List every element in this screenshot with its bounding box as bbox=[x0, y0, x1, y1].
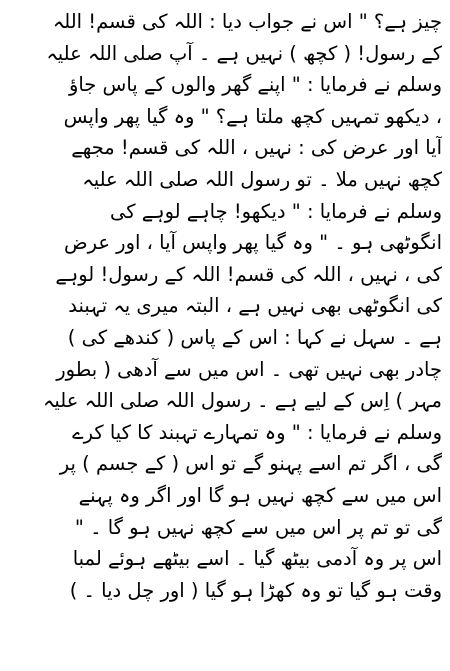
text-line: چادر بھی نہیں تھی ۔ اس میں سے آدھی ( بطور bbox=[56, 357, 442, 381]
text-line: گی ، اگر تم اسے پہنو گے تو اس ( کے جسم ) پر bbox=[59, 452, 442, 476]
text-line: وسلم نے فرمایا : " اپنے گھر والوں کے پاس جاؤ bbox=[68, 73, 442, 97]
text-line: کی ، نہیں ، اللہ کی قسم! اللہ کے رسول! لوہے bbox=[55, 262, 442, 286]
text-line: آیا اور عرض کی : نہیں ، اللہ کی قسم! مجھے bbox=[71, 136, 442, 160]
text-line: اس میں سے کچھ نہیں ہو گا اور اگر وہ پہنے bbox=[78, 483, 442, 507]
text-line: گی تو تم پر اس میں سے کچھ نہیں ہو گا ۔ " bbox=[74, 515, 442, 539]
text-line: ، دیکھو تمہیں کچھ ملتا ہے؟ " وہ گیا پھر واپس bbox=[63, 104, 442, 128]
text-line: مہر ) اِس کے لیے ہے ۔ رسول اللہ صلی اللہ علیہ bbox=[42, 389, 442, 413]
text-line: اس پر وہ آدمی بیٹھ گیا ۔ اسے بیٹھے ہوئے لمبا bbox=[72, 547, 442, 571]
urdu-text-block bbox=[8, 6, 442, 606]
text-line: کے رسول! ( کچھ ) نہیں ہے ۔ آپ صلی اللہ علیہ bbox=[46, 41, 442, 65]
text-line: ہے ۔ سہل نے کہا : اس کے پاس ( کندھے کی ) bbox=[67, 325, 442, 349]
text-line: چیز ہے؟ " اس نے جواب دیا : اللہ کی قسم! اللہ bbox=[52, 10, 442, 33]
text-line: کچھ نہیں ملا ۔ تو رسول اللہ صلی اللہ علیہ bbox=[82, 167, 442, 191]
text-line: وقت ہو گیا تو وہ کھڑا ہو گیا ( اور چل دیا ۔ ) bbox=[69, 578, 442, 602]
text-line: وسلم نے فرمایا : " دیکھو! چاہے لوہے کی bbox=[109, 199, 442, 223]
text-line: انگوٹھی ہو ۔ " وہ گیا پھر واپس آیا ، اور عرض bbox=[64, 231, 442, 255]
text-line: کی انگوٹھی بھی نہیں ہے ، البتہ میری یہ تہبند bbox=[68, 294, 442, 318]
text-line: وسلم نے فرمایا : " وہ تمہارے تہبند کا کیا کرے bbox=[72, 420, 442, 444]
